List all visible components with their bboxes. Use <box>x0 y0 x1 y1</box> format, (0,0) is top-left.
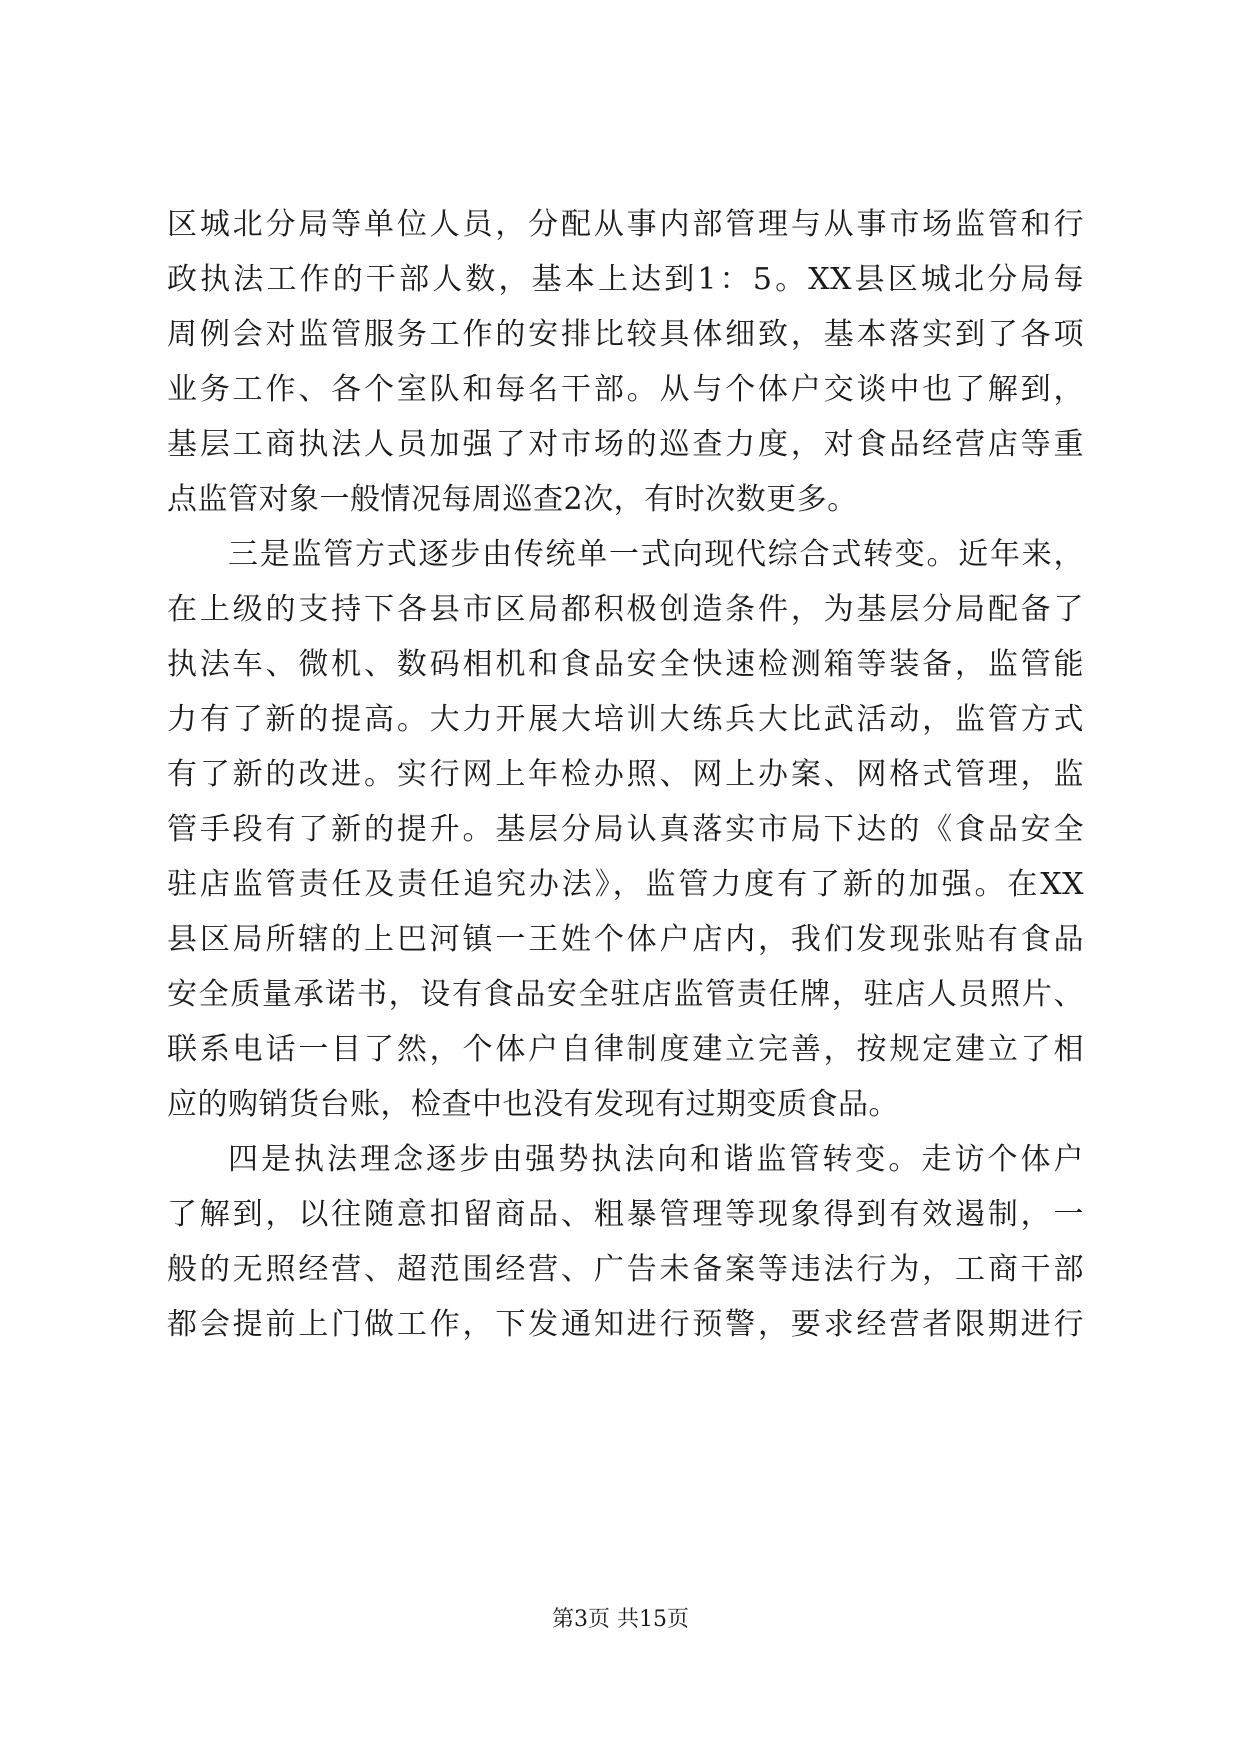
text-line: 在上级的支持下各县市区局都积极创造条件，为基层分局配备了 <box>167 592 1084 627</box>
text-line: 有了新的改进。实行网上年检办照、网上办案、网格式管理，监 <box>167 757 1084 792</box>
paragraph-start-line: 四是执法理念逐步由强势执法向和谐监管转变。走访个体户 <box>228 1142 1084 1177</box>
text-line: 政执法工作的干部人数，基本上达到1：5。XX县区城北分局每 <box>167 262 1084 297</box>
text-line: 都会提前上门做工作，下发通知进行预警，要求经营者限期进行 <box>167 1307 1084 1342</box>
text-line: 力有了新的提高。大力开展大培训大练兵大比武活动，监管方式 <box>167 702 1084 737</box>
paragraph-start-line: 三是监管方式逐步由传统单一式向现代综合式转变。近年来， <box>228 537 1084 572</box>
text-line: 县区局所辖的上巴河镇一王姓个体户店内，我们发现张贴有食品 <box>167 922 1084 957</box>
text-line: 了解到，以往随意扣留商品、粗暴管理等现象得到有效遏制，一 <box>167 1197 1084 1232</box>
text-line: 点监管对象一般情况每周巡查2次，有时次数更多。 <box>167 482 858 517</box>
text-line: 应的购销货台账，检查中也没有发现有过期变质食品。 <box>167 1087 899 1122</box>
text-line: 般的无照经营、超范围经营、广告未备案等违法行为，工商干部 <box>167 1252 1084 1287</box>
text-line: 联系电话一目了然，个体户自律制度建立完善，按规定建立了相 <box>167 1032 1084 1067</box>
text-line: 业务工作、各个室队和每名干部。从与个体户交谈中也了解到， <box>167 372 1084 407</box>
text-line: 安全质量承诺书，设有食品安全驻店监管责任牌，驻店人员照片、 <box>167 977 1084 1012</box>
text-line: 区城北分局等单位人员，分配从事内部管理与从事市场监管和行 <box>167 207 1084 242</box>
page-number-footer: 第3页 共15页 <box>552 1607 689 1632</box>
text-line: 基层工商执法人员加强了对市场的巡查力度，对食品经营店等重 <box>167 427 1084 462</box>
text-line: 周例会对监管服务工作的安排比较具体细致，基本落实到了各项 <box>167 317 1084 352</box>
text-line: 管手段有了新的提升。基层分局认真落实市局下达的《食品安全 <box>167 812 1084 847</box>
text-line: 驻店监管责任及责任追究办法》，监管力度有了新的加强。在XX <box>167 867 1084 902</box>
text-line: 执法车、微机、数码相机和食品安全快速检测箱等装备，监管能 <box>167 647 1084 682</box>
